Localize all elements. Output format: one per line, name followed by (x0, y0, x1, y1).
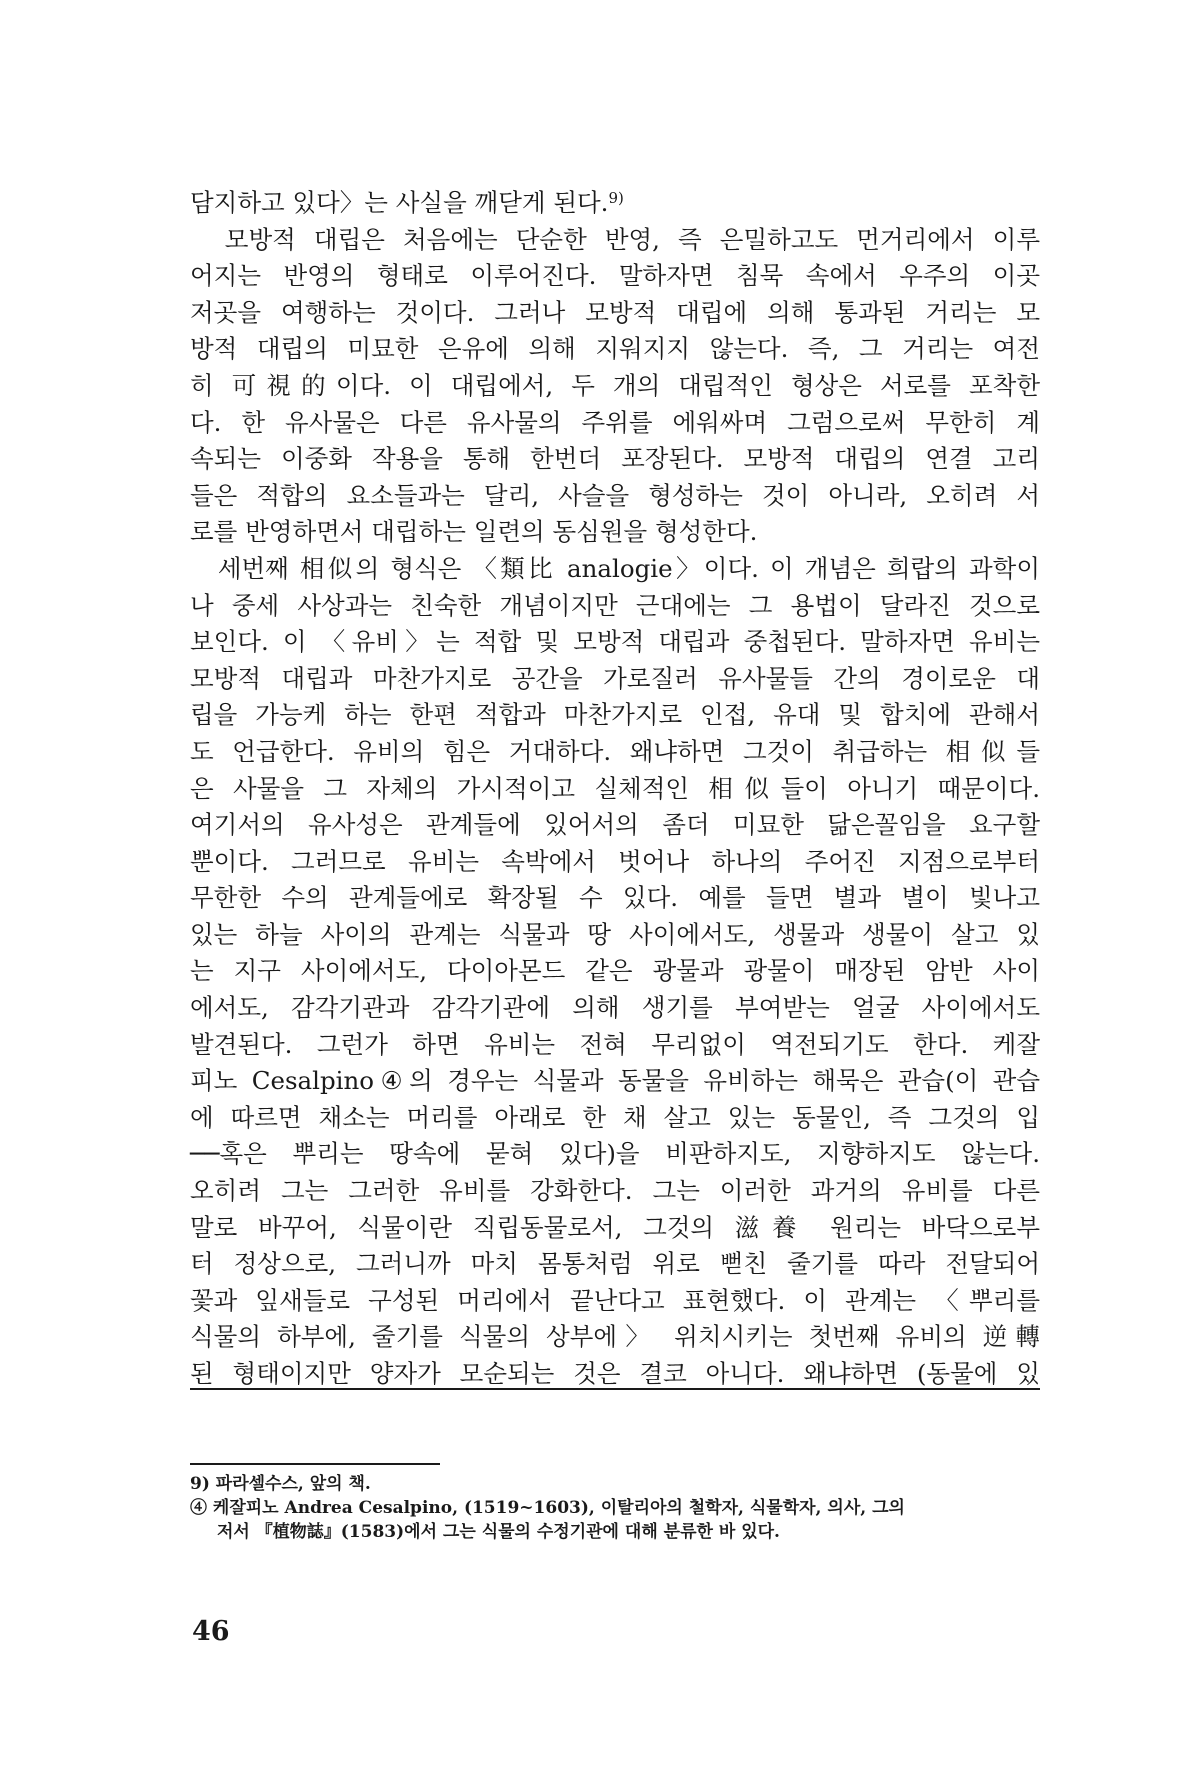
text-line: 방적 대립의 미묘한 은유에 의해 지워지지 않는다. 즉, 그 거리는 여전 (190, 334, 1040, 364)
text-line: 나 중세 사상과는 친숙한 개념이지만 근대에는 그 용법이 달라진 것으로 (190, 590, 1040, 620)
body-text (190, 180, 1040, 1393)
text-line: 담지하고 있다〉는 사실을 깨닫게 된다.$^{9)}$ (190, 188, 624, 217)
text-line: 모방적 대립은 처음에는 단순한 반영, 즉 은밀하고도 먼거리에서 이루 (190, 224, 1040, 254)
footnote-4-continued: 저서 『植物誌』(1583)에서 그는 식물의 수정기관에 대해 분류한 바 있다. (217, 1522, 780, 1542)
text-line: 에 따르면 채소는 머리를 아래로 한 채 살고 있는 동물인, 즉 그것의 입 (190, 1102, 1040, 1132)
text-line: 터 정상으로, 그러니까 마치 몸통처럼 위로 뻗친 줄기를 따라 전달되어 (190, 1249, 1040, 1279)
text-line: ──혹은 뿌리는 땅속에 묻혀 있다)을 비판하지도, 지향하지도 않는다. (190, 1139, 1040, 1169)
text-line: 말로 바꾸어, 식물이란 직립동물로서, 그것의 滋養 원리는 바닥으로부 (190, 1212, 1040, 1242)
text-line: 는 지구 사이에서도, 다이아몬드 같은 광물과 광물이 매장된 암반 사이 (190, 956, 1040, 986)
text-line: 도 언급한다. 유비의 힘은 거대하다. 왜냐하면 그것이 취급하는 相似들 (190, 736, 1040, 766)
text-line: 뿐이다. 그러므로 유비는 속박에서 벗어나 하나의 주어진 지점으로부터 (190, 846, 1040, 876)
text-line: 다. 한 유사물은 다른 유사물의 주위를 에워싸며 그럼으로써 무한히 계 (190, 407, 1040, 437)
text-line: 무한한 수의 관계들에로 확장될 수 있다. 예를 들면 별과 별이 빛나고 (190, 883, 1040, 913)
text-line: 식물의 하부에, 줄기를 식물의 상부에〉 위치시키는 첫번째 유비의 逆轉 (190, 1322, 1040, 1352)
text-line: 피노 Cesalpino④의 경우는 식물과 동물을 유비하는 해묵은 관습(이 관습 (190, 1066, 1040, 1096)
text-line: 발견된다. 그런가 하면 유비는 전혀 무리없이 역전되기도 한다. 케잘 (190, 1029, 1040, 1059)
text-line: 있는 하늘 사이의 관계는 식물과 땅 사이에서도, 생물과 생물이 살고 있 (190, 919, 1040, 949)
text-line: 오히려 그는 그러한 유비를 강화한다. 그는 이러한 과거의 유비를 다른 (190, 1176, 1040, 1206)
text-line: 꽃과 잎새들로 구성된 머리에서 끝난다고 표현했다. 이 관계는 〈뿌리를 (190, 1285, 1040, 1315)
text-line: 히 可視的이다. 이 대립에서, 두 개의 대립적인 형상은 서로를 포착한 (190, 370, 1040, 400)
underlined-text: 된 형태이지만 양자가 모순되는 것은 결코 아니다. 왜냐하면 (동물에 있 (190, 1359, 1040, 1388)
text-line: 은 사물을 그 자체의 가시적이고 실체적인 相似들이 아니기 때문이다. (190, 773, 1040, 803)
text-line: 로를 반영하면서 대립하는 일련의 동심원을 형성한다. (190, 517, 758, 547)
text-line: 들은 적합의 요소들과는 달리, 사슬을 형성하는 것이 아니라, 오히려 서 (190, 480, 1040, 510)
footnote-ref: 9) (608, 189, 624, 207)
text-line: 립을 가능케 하는 한편 적합과 마찬가지로 인접, 유대 및 합치에 관해서 (190, 700, 1040, 730)
text-line: 여기서의 유사성은 관계들에 있어서의 좀더 미묘한 닮은꼴임을 요구할 (190, 810, 1040, 840)
text-line-underlined (190, 1356, 1040, 1393)
text-line: 모방적 대립과 마찬가지로 공간을 가로질러 유사물들 간의 경이로운 대 (190, 663, 1040, 693)
text-line: 저곳을 여행하는 것이다. 그러나 모방적 대립에 의해 통과된 거리는 모 (190, 297, 1040, 327)
footnote-9: 9) 파라셀수스, 앞의 책. (190, 1474, 371, 1494)
footnotes (190, 1472, 1040, 1544)
footnote-divider (190, 1463, 440, 1465)
text-line: 에서도, 감각기관과 감각기관에 의해 생기를 부여받는 얼굴 사이에서도 (190, 993, 1040, 1023)
footnote-4: ④ 케잘피노 Andrea Cesalpino, (1519~1603), 이탈리아의 철학자, 식물학자, 의사, 그의 (190, 1498, 905, 1518)
page-number: 46 (192, 1616, 230, 1647)
text-line: 속되는 이중화 작용을 통해 한번더 포장된다. 모방적 대립의 연결 고리 (190, 444, 1040, 474)
text-line: 보인다. 이 〈유비〉는 적합 및 모방적 대립과 중첩된다. 말하자면 유비는 (190, 627, 1040, 657)
text-line: 어지는 반영의 형태로 이루어진다. 말하자면 침묵 속에서 우주의 이곳 (190, 261, 1040, 291)
text-line: 세번째 相似의 형식은 〈類比 analogie〉이다. 이 개념은 희랍의 과학이 (190, 553, 1040, 583)
